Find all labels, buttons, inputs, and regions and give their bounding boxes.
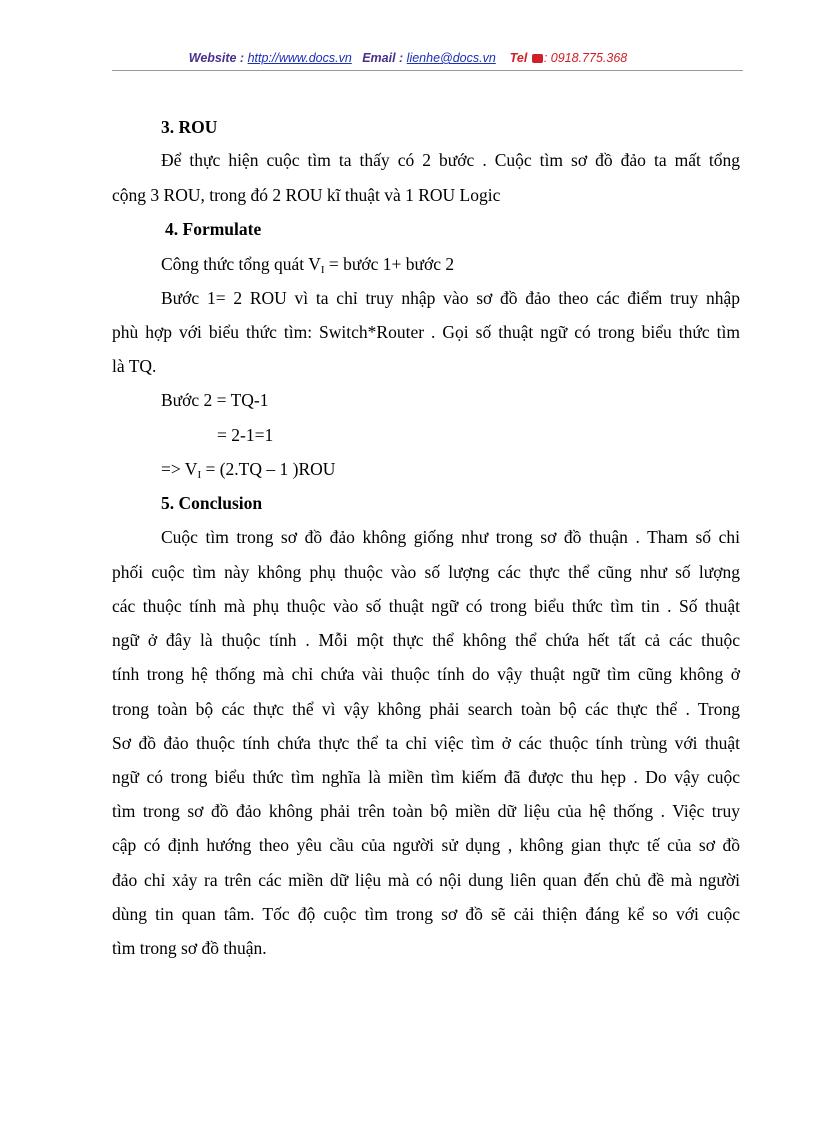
paragraph-line: phù hợp với biểu thức tìm: Switch*Router . Gọi số thuật ngữ có trong biểu thức tìm — [112, 322, 740, 342]
website-link[interactable]: http://www.docs.vn — [247, 51, 352, 65]
step2-formula: Bước 2 = TQ-1 — [161, 390, 269, 410]
paragraph-line: cộng 3 ROU, trong đó 2 ROU kĩ thuật và 1 ROU Logic — [112, 185, 501, 205]
phone-icon — [532, 54, 543, 63]
paragraph-line: Cuộc tìm trong sơ đồ đảo không giống như trong sơ đồ thuận . Tham số chi — [161, 527, 740, 547]
section-heading-rou: 3. ROU — [161, 117, 218, 137]
page-header — [0, 51, 816, 65]
phone-number: : 0918.775.368 — [543, 51, 628, 65]
paragraph-line: Bước 1= 2 ROU vì ta chỉ truy nhập vào sơ đồ đảo theo các điểm truy nhập — [161, 288, 740, 308]
paragraph-line: các thuộc tính mà phụ thuộc vào số thuật ngữ có trong biểu thức tìm tin . Số thuật — [112, 596, 740, 616]
email-label: Email — [362, 51, 396, 65]
paragraph-line: Sơ đồ đảo thuộc tính chứa thực thể ta chỉ việc tìm ở các thuộc tính trùng với thuật — [112, 733, 740, 753]
header-separator: : — [236, 51, 248, 65]
header-divider — [112, 70, 743, 71]
step2-result: = 2-1=1 — [217, 425, 274, 445]
paragraph-line: ngữ có trong biểu thức tìm nghĩa là miền tìm kiếm đã được thu hẹp . Do vậy cuộc — [112, 767, 740, 787]
paragraph-line: là TQ. — [112, 356, 157, 376]
section-heading-conclusion: 5. Conclusion — [161, 493, 263, 513]
paragraph-line: đảo chỉ xảy ra trên các miền dữ liệu mà có nội dung liên quan đến chủ đề mà người — [112, 870, 740, 890]
paragraph-line: ngữ ở đây là thuộc tính . Mỗi một thực thể không thể chứa hết tất cả các thuộc — [112, 630, 740, 650]
paragraph-line: cập có định hướng theo yêu cầu của người sử dụng , không gian thực tế của sơ đồ — [112, 835, 740, 855]
paragraph-line: phối cuộc tìm này không phụ thuộc vào số lượng các thực thể cũng như số lượng — [112, 562, 740, 582]
website-label: Website — [188, 51, 237, 65]
paragraph-line: tính trong hệ thống mà chỉ chứa vài thuộc tính do vậy thuật ngữ tìm cũng không ở — [112, 664, 740, 684]
general-formula: Công thức tổng quát $V_I$ = bước 1+ bước 2 — [161, 254, 455, 276]
paragraph-line: tìm trong sơ đồ thuận. — [112, 938, 267, 958]
paragraph-line: Để thực hiện cuộc tìm ta thấy có 2 bước . Cuộc tìm sơ đồ đảo ta mất tổng — [161, 150, 740, 170]
paragraph-line: trong toàn bộ các thực thể vì vậy không phải search toàn bộ các thực thể . Trong — [112, 699, 740, 719]
paragraph-line: tìm trong sơ đồ đảo không phải trên toàn bộ miền dữ liệu của hệ thống . Việc truy — [112, 801, 740, 821]
header-separator: : — [395, 51, 407, 65]
section-heading-formulate: 4. Formulate — [165, 219, 262, 239]
tel-label: Tel — [509, 51, 528, 65]
paragraph-line: dùng tin quan tâm. Tốc độ cuộc tìm trong sơ đồ sẽ cải thiện đáng kể so với cuộc — [112, 904, 740, 924]
result-formula: => $V_I = (2.TQ - 1$ )ROU — [161, 459, 336, 481]
email-link[interactable]: lienhe@docs.vn — [406, 51, 496, 65]
